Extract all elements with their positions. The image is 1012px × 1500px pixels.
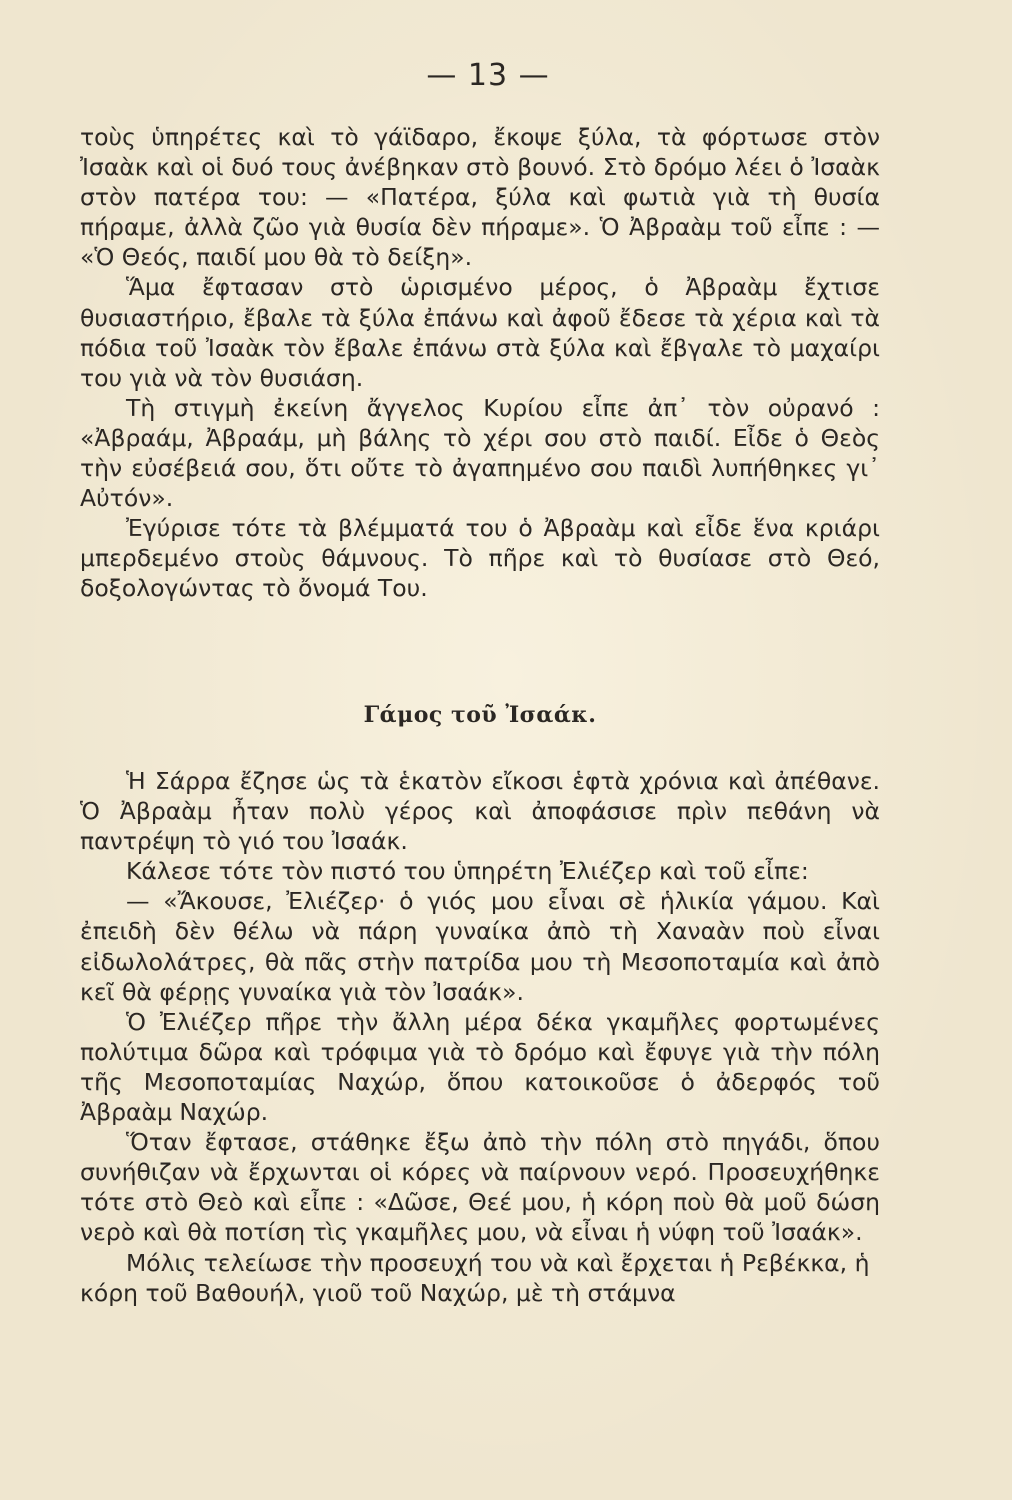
- paragraph: Ἅμα ἔφτασαν στὸ ὡρισμένο μέρος, ὁ Ἀβραὰμ ἔχτισε θυσιαστήριο, ἔβαλε τὰ ξύλα ἐπάνω καὶ ἀφοῦ ἔδεσε τὰ χέρια καὶ τὰ πόδια τοῦ Ἰσαὰκ τὸν ἔβαλε ἐπάνω στὰ ξύλα καὶ ἔβγαλε τὸ μαχαίρι του γιὰ νὰ τὸν θυσιάση.: [80, 273, 880, 392]
- page-number: — 13 —: [426, 58, 550, 93]
- paragraph: τοὺς ὑπηρέτες καὶ τὸ γάϊδαρο, ἔκοψε ξύλα, τὰ φόρτωσε στὸν Ἰσαὰκ καὶ οἱ δυό τους ἀνέβηκαν στὸ βουνό. Στὸ δρόμο λέει ὁ Ἰσαὰκ στὸν πατέρα του: — «Πατέρα, ξύλα καὶ φωτιὰ γιὰ τὴ θυσία πήραμε, ἀλλὰ ζῶο γιὰ θυσία δὲν πήραμε». Ὁ Ἀβραὰμ τοῦ εἶπε : — «Ὁ Θεός, παιδί μου θὰ τὸ δείξη».: [80, 123, 880, 272]
- paragraph: Ἡ Σάρρα ἔζησε ὡς τὰ ἑκατὸν εἴκοσι ἑφτὰ χρόνια καὶ ἀπέθανε. Ὁ Ἀβραὰμ ἦταν πολὺ γέρος καὶ ἀποφάσισε πρὶν πεθάνη νὰ παντρέψη τὸ γιό του Ἰσαάκ.: [80, 767, 880, 856]
- paragraph: Τὴ στιγμὴ ἐκείνη ἄγγελος Κυρίου εἶπε ἀπ᾽ τὸν οὐρανό : «Ἀβραάμ, Ἀβραάμ, μὴ βάλης τὸ χέρι σου στὸ παιδί. Εἶδε ὁ Θεὸς τὴν εὐσέβειά σου, ὅτι οὔτε τὸ ἀγαπημένο σου παιδὶ λυπήθηκες γι᾽ Αὐτόν».: [80, 393, 880, 513]
- paragraph: Μόλις τελείωσε τὴν προσευχή του νὰ καὶ ἔρχεται ἡ Ρεβέκκα, ἡ κόρη τοῦ Βαθουήλ, γιοῦ τοῦ Ναχώρ, μὲ τὴ στάμνα: [80, 1248, 870, 1307]
- text-block-marriage-of-isaac: [80, 766, 880, 1308]
- paragraph: — «Ἄκουσε, Ἐλιέζερ· ὁ γιός μου εἶναι σὲ ἡλικία γάμου. Καὶ ἐπειδὴ δὲν θέλω νὰ πάρη γυναίκα ἀπὸ τὴ Χαναὰν ποὺ εἶναι εἰδωλολάτρες, θὰ πᾶς στὴν πατρίδα μου τὴ Μεσοποταμία καὶ ἀπὸ κεῖ θὰ φέρῃς γυναίκα γιὰ τὸν Ἰσαάκ».: [80, 887, 880, 1006]
- text-block-sacrifice-of-isaac: [80, 122, 880, 604]
- paragraph: Ὅταν ἔφτασε, στάθηκε ἔξω ἀπὸ τὴν πόλη στὸ πηγάδι, ὅπου συνήθιζαν νὰ ἔρχωνται οἱ κόρες νὰ παίρνουν νερό. Προσευχήθηκε τότε στὸ Θεὸ καὶ εἶπε : «Δῶσε, Θεέ μου, ἡ κόρη ποὺ θὰ μοῦ δώση νερὸ καὶ θὰ ποτίση τὶς γκαμῆλες μου, νὰ εἶναι ἡ νύφη τοῦ Ἰσαάκ».: [80, 1128, 880, 1247]
- paragraph: Ὁ Ἐλιέζερ πῆρε τὴν ἄλλη μέρα δέκα γκαμῆλες φορτωμένες πολύτιμα δῶρα καὶ τρόφιμα γιὰ τὸ δρόμο καὶ ἔφυγε γιὰ τὴν πόλη τῆς Μεσοποταμίας Ναχώρ, ὅπου κατοικοῦσε ὁ ἀδερφός τοῦ Ἀβραὰμ Ναχώρ.: [80, 1007, 880, 1127]
- paragraph: Ἐγύρισε τότε τὰ βλέμματά του ὁ Ἀβραὰμ καὶ εἶδε ἕνα κριάρι μπερδεμένο στοὺς θάμνους. Τὸ πῆρε καὶ τὸ θυσίασε στὸ Θεό, δοξολογώντας τὸ ὄνομά Του.: [80, 514, 880, 603]
- section-heading: Γάμος τοῦ Ἰσαάκ.: [363, 702, 597, 728]
- paragraph: Κάλεσε τότε τὸν πιστό του ὑπηρέτη Ἐλιέζερ καὶ τοῦ εἶπε:: [126, 857, 809, 886]
